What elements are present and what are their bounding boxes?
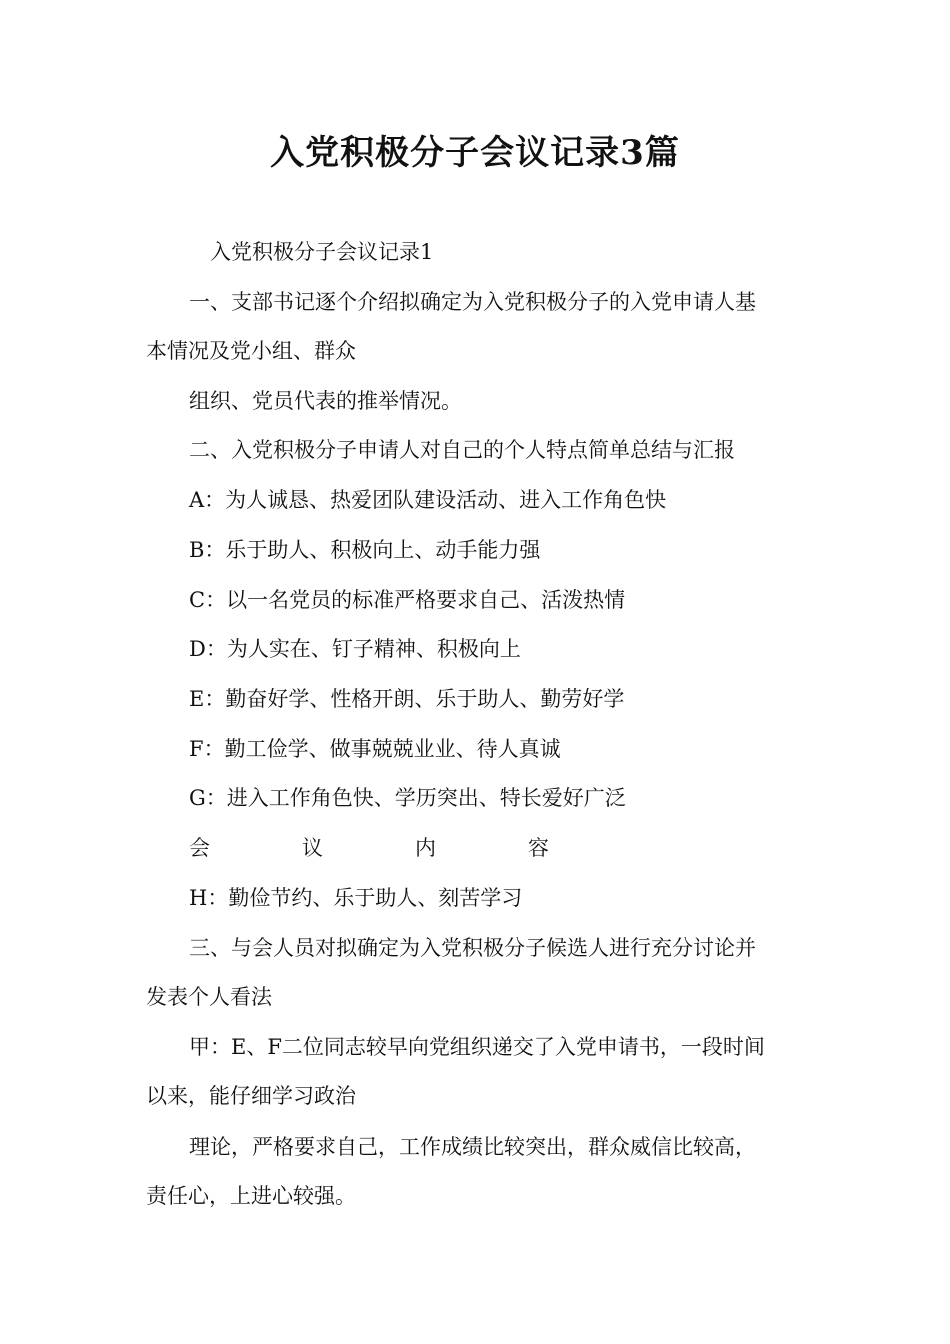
meeting-content-char: 会 (189, 836, 210, 860)
paragraph-line: 本情况及党小组、群众 (146, 339, 356, 363)
paragraph-line: 发表个人看法 (146, 985, 272, 1009)
paragraph-line: 责任心，上进心较强。 (146, 1184, 356, 1208)
paragraph-line: G：进入工作角色快、学历突出、特长爱好广泛 (189, 786, 626, 810)
paragraph-line: 三、与会人员对拟确定为入党积极分子候选人进行充分讨论并 (189, 936, 756, 960)
document-title: 入党积极分子会议记录3篇 (270, 133, 680, 173)
paragraph-line: H：勤俭节约、乐于助人、刻苦学习 (189, 886, 523, 910)
paragraph-line: A：为人诚恳、热爱团队建设活动、进入工作角色快 (189, 488, 667, 512)
paragraph-line: 一、支部书记逐个介绍拟确定为入党积极分子的入党申请人基 (189, 290, 756, 314)
paragraph-line: 组织、党员代表的推举情况。 (189, 389, 462, 413)
paragraph-line: 二、入党积极分子申请人对自己的个人特点简单总结与汇报 (189, 438, 735, 462)
paragraph-line: B：乐于助人、积极向上、动手能力强 (189, 538, 541, 562)
meeting-content-char: 内 (415, 836, 436, 860)
paragraph-line: 甲：E、F二位同志较早向党组织递交了入党申请书，一段时间 (189, 1035, 765, 1059)
paragraph-line: E：勤奋好学、性格开朗、乐于助人、勤劳好学 (189, 687, 625, 711)
paragraph-line: F：勤工俭学、做事兢兢业业、待人真诚 (189, 737, 561, 761)
paragraph-line: D：为人实在、钉子精神、积极向上 (189, 637, 521, 661)
meeting-content-char: 议 (302, 836, 323, 860)
paragraph-line: 理论，严格要求自己，工作成绩比较突出，群众威信比较高， (189, 1135, 756, 1159)
paragraph-line: 以来，能仔细学习政治 (146, 1084, 356, 1108)
section-heading: 入党积极分子会议记录1 (210, 240, 434, 264)
meeting-content-heading (189, 833, 549, 863)
paragraph-line: C：以一名党员的标准严格要求自己、活泼热情 (189, 588, 626, 612)
meeting-content-char: 容 (528, 836, 549, 860)
